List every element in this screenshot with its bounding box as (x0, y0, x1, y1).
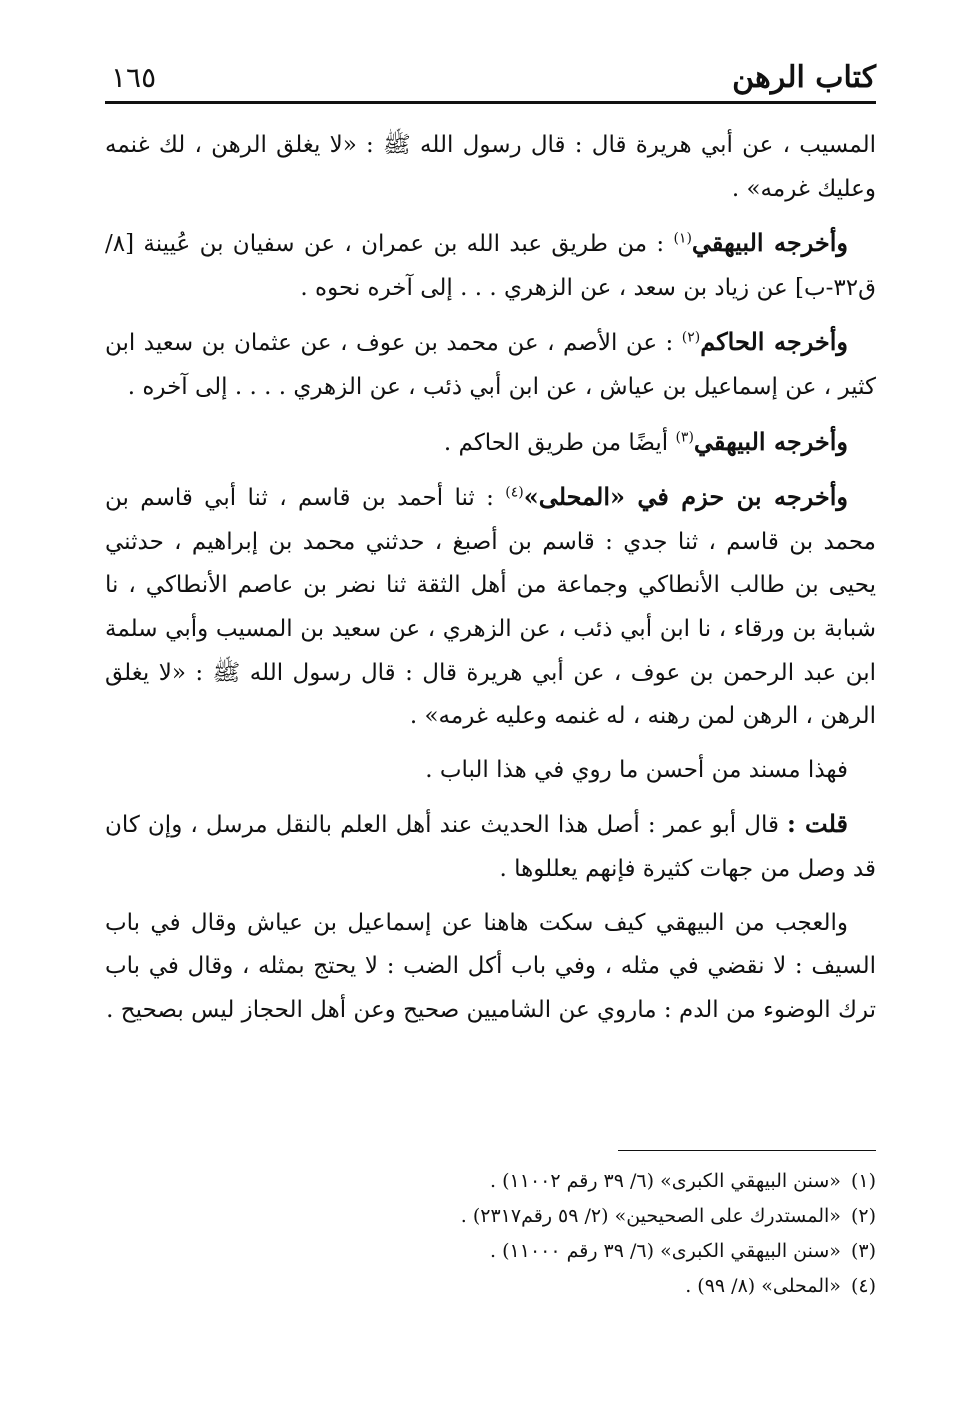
footnote-text: «المحلى» (٨/ ٩٩) . (685, 1275, 841, 1297)
paragraph-3 (105, 320, 876, 409)
paragraph-8 (105, 902, 876, 1033)
paragraph-2 (105, 221, 876, 310)
footnote-3 (105, 1234, 876, 1269)
footnotes (105, 1164, 876, 1304)
paragraph-text: والعجب من البيهقي كيف سكت هاهنا عن إسماعيل بن عياش وقال في باب السيف : لا نقضي في مثله ، وفي باب أكل الضب : لا يحتج بمثله ، وقال في باب ترك الوضوء من الدم : ماروي عن الشاميين صحيح وعن أهل الحجاز ليس بصحيح . (105, 909, 876, 1023)
footnote-ref: (٤) (505, 484, 524, 501)
paragraph-text: المسيب ، عن أبي هريرة قال : قال رسول الله ﷺ : «لا يغلق الرهن ، لك غنمه وعليك غرمه» . (105, 132, 876, 202)
footnote-text: «سنن البيهقي الكبرى» (٦/ ٣٩ رقم ١١٠٠٠) . (490, 1240, 841, 1262)
paragraph-lead: وأخرجه البيهقي (691, 228, 848, 258)
page-number: ١٦٥ (111, 61, 157, 94)
footnote-1 (105, 1164, 876, 1199)
paragraph-text: : ثنا أحمد بن قاسم ، ثنا أبي قاسم بن محمد بن قاسم ، ثنا جدي : قاسم بن أصبغ ، حدثني محمد بن إبراهيم ، حدثني يحيى بن طالب الأنطاكي وجماعة من أهل الثقة ثنا نضر بن عاصم الأنطاكي ، نا شبابة بن ورقاء ، نا ابن أبي ذئب ، عن الزهري ، عن سعيد بن المسيب وأبي سلمة ابن عبد الرحمن بن عوف ، عن أبي هريرة قال : قال رسول الله ﷺ : «لا يغلق الرهن ، الرهن لمن رهنه ، له غنمه وعليه غرمه» . (105, 485, 876, 730)
page-header (105, 48, 876, 104)
paragraph-5 (105, 475, 876, 739)
paragraph-text: : عن الأصم ، عن محمد بن عوف ، عن عثمان بن سعيد ابن كثير ، عن إسماعيل بن عياش ، عن ابن أبي ذئب ، عن الزهري . . . . إلى آخره . (105, 330, 876, 400)
paragraph-7 (105, 802, 876, 891)
paragraph-6 (105, 749, 876, 793)
paragraph-4 (105, 420, 876, 466)
footnote-ref: (٢) (681, 329, 701, 346)
paragraph-lead: قلت : (787, 809, 848, 839)
footnote-number: (٤) (850, 1275, 876, 1297)
body-text (105, 124, 876, 1042)
header-rule (105, 101, 876, 104)
paragraph-lead: وأخرجه بن حزم في «المحلى» (523, 482, 848, 512)
footnote-text: «سنن البيهقي الكبرى» (٦/ ٣٩ رقم ١١٠٠٢) . (490, 1170, 841, 1192)
footnote-number: (٢) (850, 1205, 876, 1227)
paragraph-text: أيضًا من طريق الحاكم . (443, 429, 676, 456)
paragraph-lead: وأخرجه البيهقي (693, 426, 848, 456)
footnote-number: (١) (850, 1170, 876, 1192)
paragraph-1 (105, 124, 876, 211)
footnote-ref: (١) (673, 230, 692, 247)
footnote-text: «المستدرك على الصحيحين» (٢/ ٥٩ رقم٢٣١٧) . (460, 1205, 841, 1227)
footnote-2 (105, 1199, 876, 1234)
footnote-4 (105, 1269, 876, 1304)
footnote-separator (618, 1150, 876, 1151)
running-title: كتاب الرهن (732, 60, 876, 95)
footnote-number: (٣) (850, 1240, 876, 1262)
paragraph-text: : من طريق عبد الله بن عمران ، عن سفيان بن عُيينة [٨/ ق٣٢-ب] عن زياد بن سعد ، عن الزهري . . . إلى آخره نحوه . (105, 231, 876, 301)
paragraph-text: فهذا مسند من أحسن ما روي في هذا الباب . (425, 756, 848, 783)
paragraph-lead: وأخرجه الحاكم (700, 327, 849, 357)
paragraph-text: قال أبو عمر : أصل هذا الحديث عند أهل العلم بالنقل مرسل ، وإن كان قد وصل من جهات كثيرة فإنهم يعللوها . (105, 812, 876, 882)
footnote-ref: (٣) (675, 428, 694, 445)
